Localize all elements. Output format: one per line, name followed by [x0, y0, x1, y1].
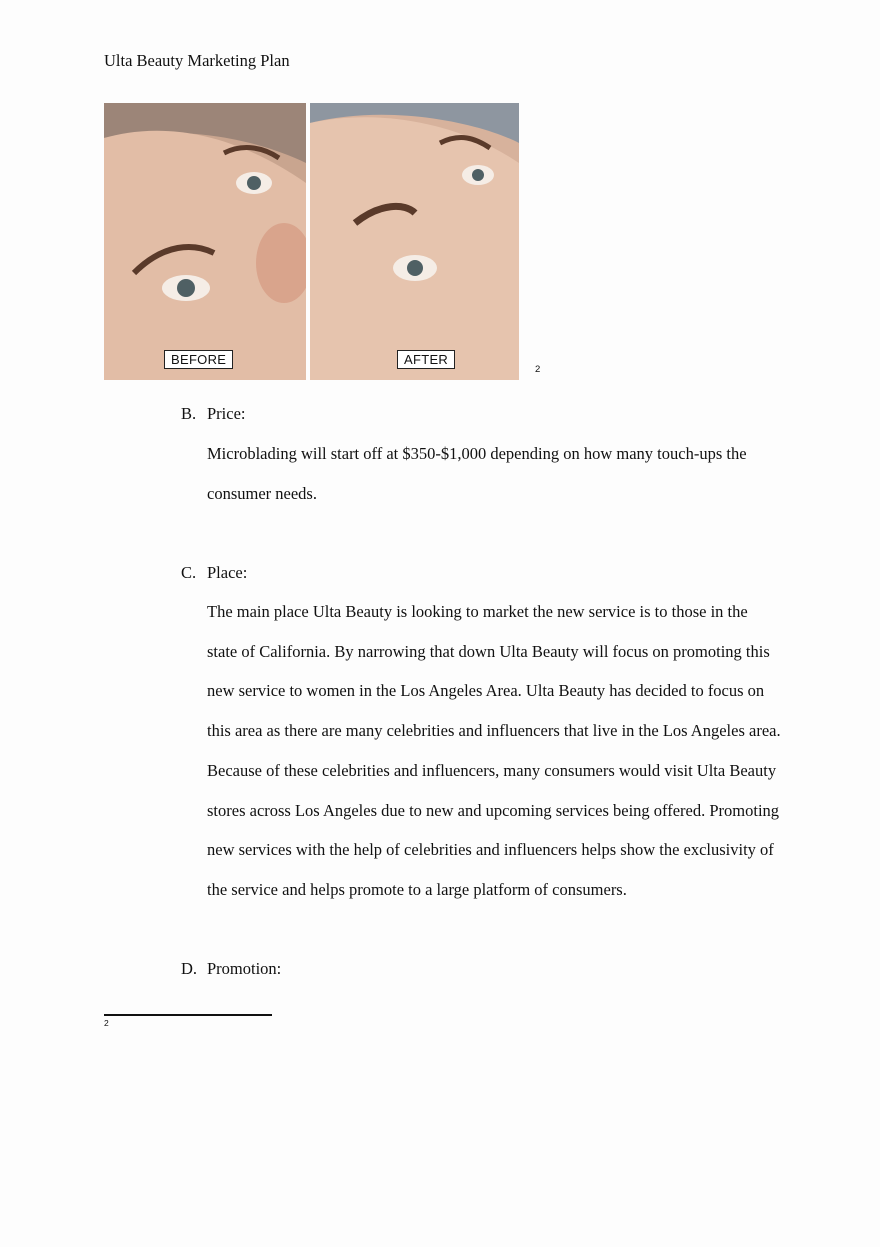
running-header: Ulta Beauty Marketing Plan — [104, 51, 290, 70]
section-price-body: Microblading will start off at $350-$1,000 depending on how many touch-ups the consumer needs. — [207, 444, 747, 503]
section-promotion-title: Promotion: — [207, 959, 282, 978]
section-price-title: Price: — [207, 404, 246, 423]
section-price-heading — [181, 404, 246, 424]
before-label: BEFORE — [164, 350, 233, 369]
footnote-separator — [104, 1014, 272, 1016]
section-promotion-letter: D. — [181, 959, 198, 978]
before-after-figure — [104, 103, 519, 380]
section-place-body: The main place Ulta Beauty is looking to market the new service is to those in the state of California. By narrowing that down Ulta Beauty will focus on promoting this new service to women in the Los Angeles Area. Ulta Beauty has decided to focus on this area as there are many celebrities and influencers that live in the Los Angeles area. Because of these celebrities and influencers, many consumers would visit Ulta Beauty stores across Los Angeles due to new and upcoming services being offered. Promoting new services with the help of celebrities and influencers helps show the exclusivity of the service and helps promote to a large platform of consumers. — [207, 602, 781, 899]
before-photo — [104, 103, 306, 380]
section-price-letter: B. — [181, 404, 197, 423]
footnote-mark: 2 — [104, 1018, 109, 1028]
after-label: AFTER — [397, 350, 455, 369]
section-place-heading — [181, 563, 247, 583]
after-photo — [310, 103, 519, 380]
section-place-title: Place: — [207, 563, 248, 582]
section-place-letter: C. — [181, 563, 197, 582]
footnote-reference: 2 — [535, 364, 541, 375]
section-promotion-heading — [181, 959, 281, 979]
